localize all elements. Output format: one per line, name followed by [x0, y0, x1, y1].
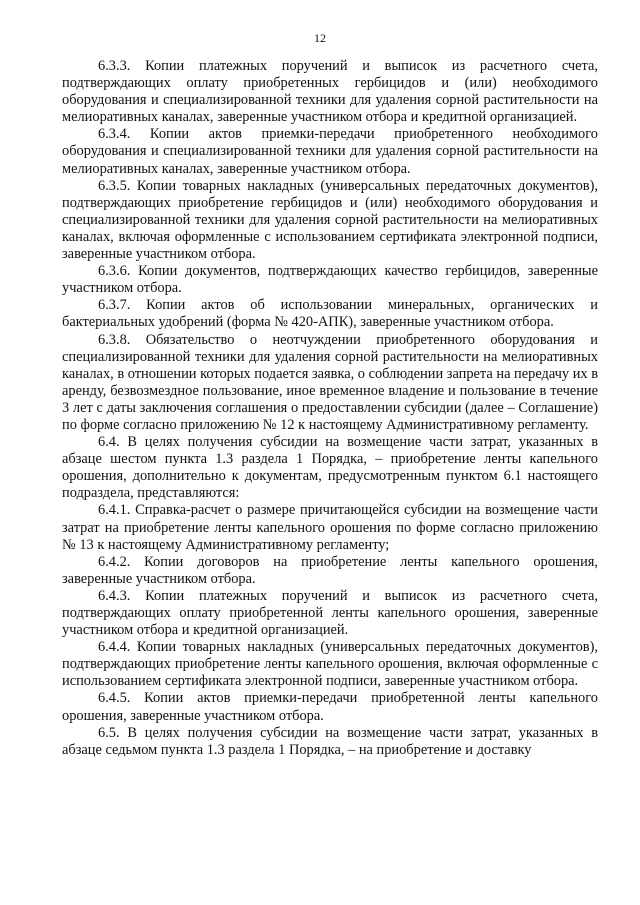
paragraph-6-3-8: 6.3.8. Обязательство о неотчуждении приобретенного оборудования и специализированной техники для удаления сорной растительности на мелиоративных каналах, в отношении которых подается заявка, о соблюдении запрета на передачу их в аренду, безвозмездное пользование, иное временное владение и пользование в течение 3 лет с даты заключения соглашения о предоставлении субсидии (далее – Соглашение) по форме согласно приложению № 12 к настоящему Административному регламенту. — [62, 331, 598, 433]
paragraph-6-3-3: 6.3.3. Копии платежных поручений и выписок из расчетного счета, подтверждающих оплату приобретенных гербицидов и (или) необходимого оборудования и специализированной техники для удаления сорной растительности на мелиоративных каналах, заверенные участником отбора и кредитной организацией. — [62, 58, 598, 126]
paragraph-6-3-7: 6.3.7. Копии актов об использовании минеральных, органических и бактериальных удобрений (форма № 420-АПК), заверенные участником отбора. — [62, 297, 598, 331]
paragraph-6-3-4: 6.3.4. Копии актов приемки-передачи приобретенного необходимого оборудования и специализированной техники для удаления сорной растительности на мелиоративных каналах, заверенные участником отбора. — [62, 126, 598, 177]
paragraph-6-4-3: 6.4.3. Копии платежных поручений и выписок из расчетного счета, подтверждающих оплату приобретенной ленты капельного орошения, заверенные участником отбора и кредитной организацией. — [62, 587, 598, 639]
paragraph-6-3-6: 6.3.6. Копии документов, подтверждающих качество гербицидов, заверенные участником отбора. — [62, 263, 598, 297]
paragraph-6-4-2: 6.4.2. Копии договоров на приобретение ленты капельного орошения, заверенные участником отбора. — [62, 553, 598, 587]
paragraph-6-4-5: 6.4.5. Копии актов приемки-передачи приобретенной ленты капельного орошения, заверенные участником отбора. — [62, 690, 598, 724]
paragraph-6-4-1: 6.4.1. Справка-расчет о размере причитающейся субсидии на возмещение части затрат на приобретение ленты капельного орошения по форме согласно приложению № 13 к настоящему Административному регламенту; — [62, 502, 598, 553]
paragraph-6-3-5: 6.3.5. Копии товарных накладных (универсальных передаточных документов), подтверждающих приобретение гербицидов и (или) необходимого оборудования и специализированной техники для удаления сорной растительности на мелиоративных каналах, включая оформленные с использованием сертификата электронной подписи, заверенные участником отбора. — [62, 177, 598, 263]
paragraph-6-4-4: 6.4.4. Копии товарных накладных (универсальных передаточных документов), подтверждающих приобретение ленты капельного орошения, включая оформленные с использованием сертификата электронной подписи, заверенные участником отбора. — [62, 639, 598, 690]
document-body — [62, 58, 598, 759]
paragraph-6-4: 6.4. В целях получения субсидии на возмещение части затрат, указанных в абзаце шестом пункта 1.3 раздела 1 Порядка, – приобретение ленты капельного орошения, дополнительно к документам, предусмотренным пунктом 6.1 настоящего подраздела, представляются: — [62, 434, 598, 502]
page-number: 12 — [314, 31, 326, 45]
paragraph-6-5: 6.5. В целях получения субсидии на возмещение части затрат, указанных в абзаце седьмом пункта 1.3 раздела 1 Порядка, – на приобретение и доставку — [62, 724, 598, 758]
